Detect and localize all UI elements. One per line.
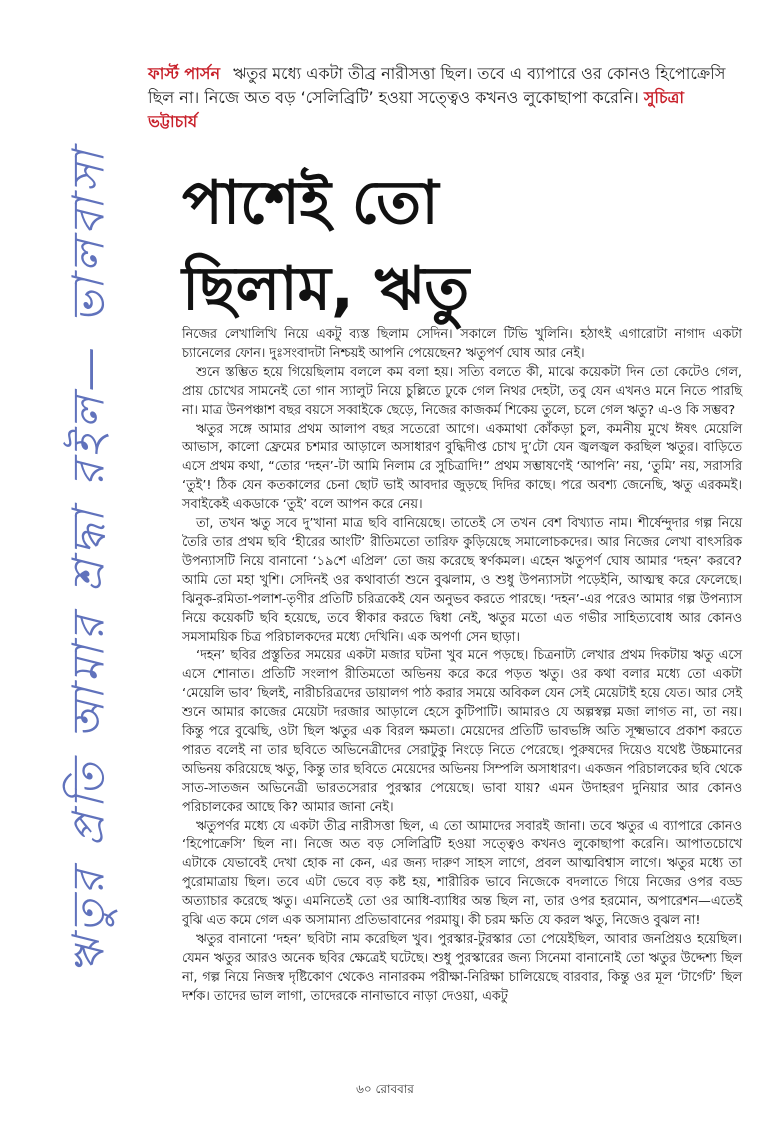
body-paragraph: ঋতুপর্ণর মধ্যে যে একটা তীব্র নারীসত্তা ছিল, এ তো আমাদের সবারই জানা। তবে ঋতুর এ ব্যাপারে কোনও ‘হিপোক্রেসি’ ছিল না। নিজে অত বড় সেলিব্রিটি হওয়া সত্ত্বেও কখনও লুকোছাপা করেনি। আপাতচোখে এটাকে যেভাবেই দেখা হোক না কেন, এর জন্য দারুণ সাহস লাগে, প্রবল আত্মবিশ্বাস লাগে। ঋতুর মধ্যে তা পুরোমাত্রায় ছিল। তবে এটা ভেবে বড় কষ্ট হয়, শারীরিক ভাবে নিজেকে বদলাতে গিয়ে নিজের ওপর বড্ড অত্যাচার করেছে ঋতু। এমনিতেই তো ওর আধি-ব্যাধির অন্ত ছিল না, তার ওপর হরমোন, অপারেশন—এতেই বুঝি এত কমে গেল এক অসামান্য প্রতিভাবানের পরমায়ু। কী চরম ক্ষতি যে করল ঋতু, নিজেও বুঝল না! xyxy=(182,818,742,929)
headline-line-1: পাশেই তো xyxy=(182,168,439,238)
page-folio: ৬০ রোববার xyxy=(356,1082,414,1096)
body-paragraph: ‘দহন’ ছবির প্রস্তুতির সময়ের একটা মজার ঘটনা খুব মনে পড়ছে। চিত্রনাট্য লেখার প্রথম দিকটায় ঋতু এসে এসে শোনাত। প্রতিটি সংলাপ রীতিমতো অভিনয় করে করে পড়ত ঋতু। ওর কথা বলার মধ্যে তো একটা ‘মেয়েলি ভাব’ ছিলই, নারীচরিত্রদের ডায়ালগ পাঠ করার সময়ে অবিকল যেন সেই মেয়েটাই হয়ে যেত। আর সেই শুনে আমার কাজের মেয়েটা দরজার আড়ালে হেসে কুটিপাটি। আমারও যে অল্পস্বল্প মজা লাগত না, তা নয়। কিন্তু পরে বুঝেছি, ওটা ছিল ঋতুর এক বিরল ক্ষমতা। মেয়েদের প্রতিটি ভাবভঙ্গি অতি সূক্ষ্মভাবে প্রকাশ করতে পারত বলেই না তার ছবিতে অভিনেত্রীদের সেরাটুকু নিংড়ে নিতে পেরেছে। পুরুষদের দিয়েও যথেষ্ট উচ্চমানের অভিনয় করিয়েছে ঋতু, কিন্তু তার ছবিতে মেয়েদের অভিনয় সিম্পলি অসাধারণ। একজন পরিচালকের ছবি থেকে সাত-সাতজন অভিনেত্রী ভারতসেরার পুরস্কার পেয়েছে। ভাবা যায়? এমন উদাহরণ দুনিয়ার আর কোনও পরিচালকের আছে কি? আমার জানা নেই। xyxy=(182,648,742,815)
intro-standfirst xyxy=(148,62,733,134)
article-body xyxy=(182,326,742,1007)
handwritten-margin-note: ঋতুর প্রতি আমার শ্রদ্ধা রইল— ভালবাসা xyxy=(63,146,115,974)
article-headline xyxy=(182,160,742,332)
body-paragraph: ঋতুর সঙ্গে আমার প্রথম আলাপ বছর সতেরো আগে। একমাথা কোঁকড়া চুল, কমনীয় মুখে ঈষৎ মেয়েলি আভাস, কালো ফ্রেমের চশমার আড়ালে অসাধারণ বুদ্ধিদীপ্ত চোখ দু’টো যেন জ্বলজ্বল করছিল ঋতুর। বাড়িতে এসে প্রথম কথা, “তোর ‘দহন’-টা আমি নিলাম রে সুচিত্রাদি!” প্রথম সম্ভাষণেই ‘আপনি’ নয়, ‘তুমি’ নয়, সরাসরি ‘তুই’! ঠিক যেন কতকালের চেনা ছোট ভাই আবদার জুড়ছে দিদির কাছে। পরে অবশ্য জেনেছি, ঋতু এরকমই। সবাইকেই একডাকে ‘তুই’ বলে আপন করে নেয়। xyxy=(182,421,742,513)
section-kicker: ফার্স্ট পার্সন xyxy=(148,64,221,83)
body-paragraph: তা, তখন ঋতু সবে দু’খানা মাত্র ছবি বানিয়েছে। তাতেই সে তখন বেশ বিখ্যাত নাম। শীর্ষেন্দুদার গল্প নিয়ে তৈরি তার প্রথম ছবি ‘হীরের আংটি’ রীতিমতো তারিফ কুড়িয়েছে সমালোচকদের। আর নিজের লেখা বাৎসরিক উপন্যাসটি নিয়ে বানানো ‘১৯শে এপ্রিল’ তো জয় করেছে স্বর্ণকমল। এহেন ঋতুপর্ণ ঘোষ আমার ‘দহন’ করবে? আমি তো মহা খুশি। সেদিনই ওর কথাবার্তা শুনে বুঝলাম, ও শুধু উপন্যাসটা পড়েইনি, আত্মস্থ করে ফেলেছে। ঝিনুক-রমিতা-পলাশ-তৃণীর প্রতিটি চরিত্রকেই যেন অনুভব করতে পারছে। ‘দহন’-এর পরেও আমার গল্প উপন্যাস নিয়ে কয়েকটি ছবি হয়েছে, তবে স্বীকার করতে দ্বিধা নেই, ঋতুর মতো এত গভীর সাহিত্যবোধ আর কোনও সমসাময়িক চিত্র পরিচালকদের মধ্যে দেখিনি। এক অপর্ণা সেন ছাড়া। xyxy=(182,516,742,645)
body-paragraph: নিজের লেখালিখি নিয়ে একটু ব্যস্ত ছিলাম সেদিন। সকালে টিভি খুলিনি। হঠাৎই এগারোটা নাগাদ একটা চ্যানেলের ফোন। দুঃসংবাদটা নিশ্চয়ই আপনি পেয়েছেন? ঋতুপর্ণ ঘোষ আর নেই। xyxy=(182,327,742,361)
body-paragraph: ঋতুর বানানো ‘দহন’ ছবিটা নাম করেছিল খুব। পুরস্কার-টুরস্কার তো পেয়েইছিল, আবার জনপ্রিয়ও হয়েছিল। যেমন ঋতুর আরও অনেক ছবির ক্ষেত্রেই ঘটেছে। শুধু পুরস্কারের জন্য সিনেমা বানানোই তো ঋতুর উদ্দেশ্য ছিল না, গল্প নিয়ে নিজস্ব দৃষ্টিকোণ থেকেও নানারকম পরীক্ষা-নিরিক্ষা চালিয়েছে বারবার, কিন্তু ওর মূল ‘টার্গেট’ ছিল দর্শক। তাদের ভাল লাগা, তাদেরকে নানাভাবে নাড়া দেওয়া, একটু xyxy=(182,932,742,1004)
body-paragraph: শুনে স্তম্ভিত হয়ে গিয়েছিলাম বললে কম বলা হয়। সত্যি বলতে কী, মাঝে কয়েকটা দিন তো কেটেও গেল, প্রায় চোখের সামনেই তো গান স্যালুট নিয়ে চুল্লিতে ঢুকে গেল নিথর দেহটা, তবু যেন এখনও মনে নিতে পারছি না। মাত্র উনপঞ্চাশ বছর বয়সে সব্বাইকে ছেড়ে, নিজের কাজকর্ম শিকেয় তুলে, চলে গেল ঋতু? এ-ও কি সম্ভব? xyxy=(182,364,742,418)
headline-line-2: ছিলাম, ঋতু xyxy=(182,254,470,324)
author-byline: সুচিত্রা ভট্টাচার্য xyxy=(148,88,685,131)
standfirst-text: ঋতুর মধ্যে একটা তীব্র নারীসত্তা ছিল। তবে এ ব্যাপারে ওর কোনও হিপোক্রেসি ছিল না। নিজে অত বড় ‘সেলিব্রিটি’ হওয়া সত্ত্বেও কখনও লুকোছাপা করেনি। xyxy=(148,64,726,107)
